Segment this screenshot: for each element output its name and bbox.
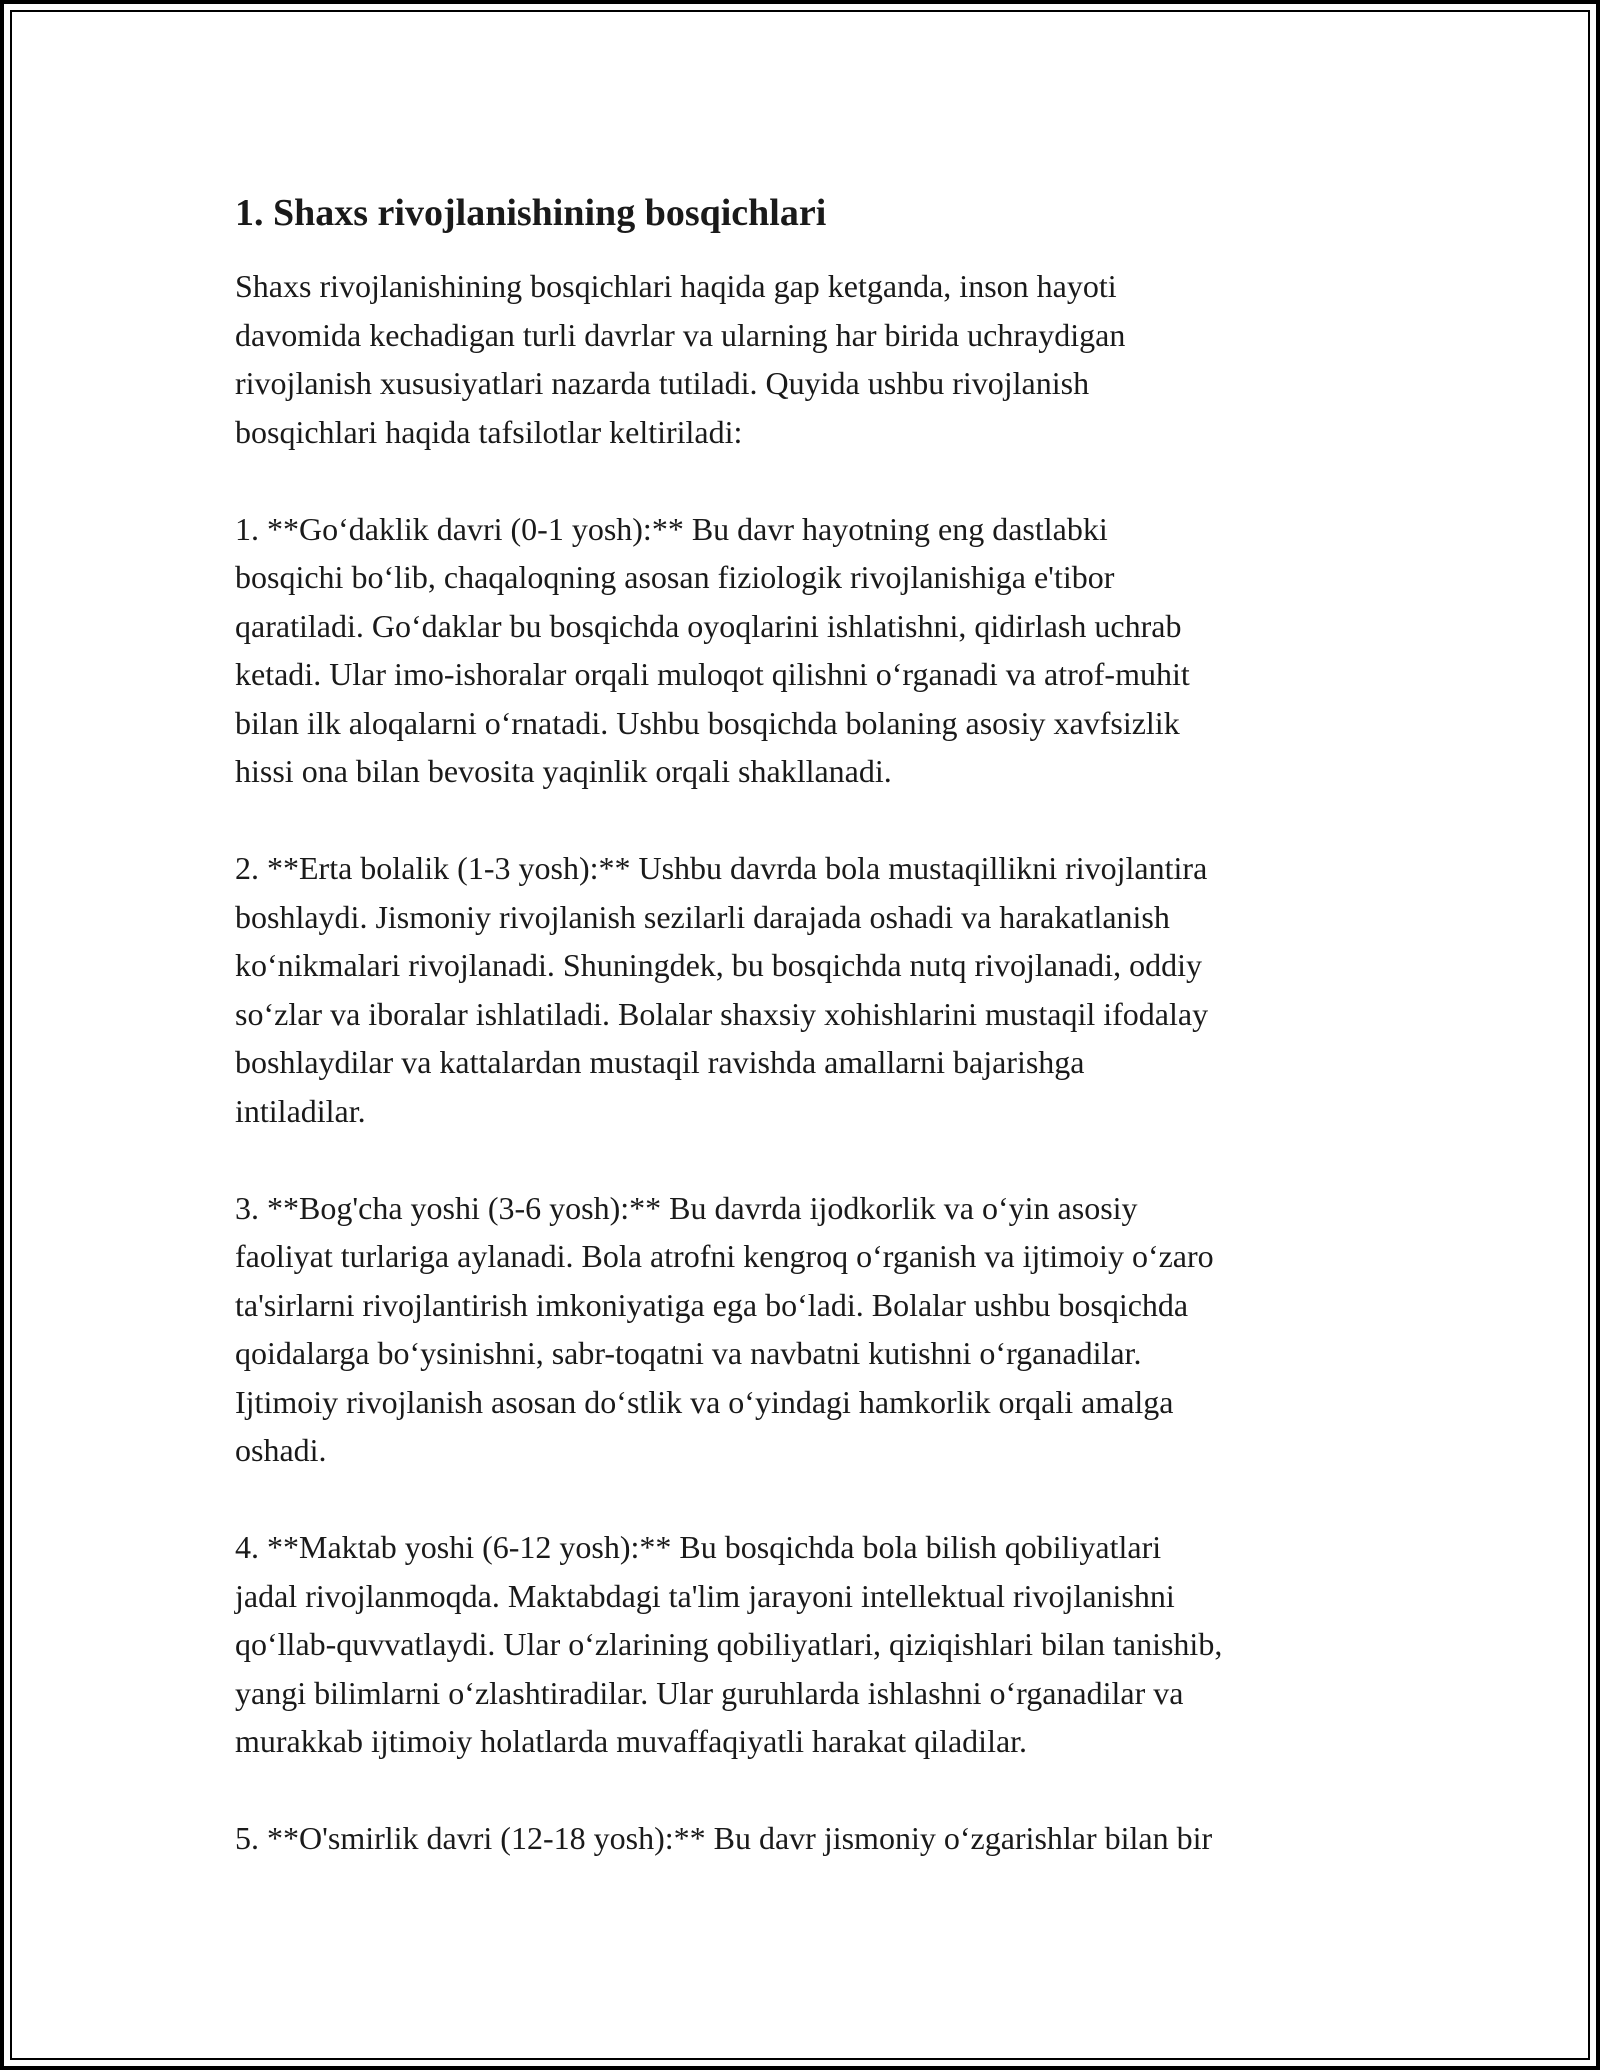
text-line: ko‘nikmalari rivojlanadi. Shuningdek, bu bosqichda nutq rivojlanadi, oddiy [235,947,1202,983]
text-line: faoliyat turlariga aylanadi. Bola atrofni kengroq o‘rganish va ijtimoiy o‘zaro [235,1238,1214,1274]
text-line: so‘zlar va iboralar ishlatiladi. Bolalar shaxsiy xohishlarini mustaqil ifodalay [235,995,1209,1032]
text-line: hissi ona bilan bevosita yaqinlik orqali shakllanadi. [235,753,892,789]
text-line: boshlaydi. Jismoniy rivojlanish sezilarli darajada oshadi va harakatlanish [235,898,1170,935]
paragraph-school-age [235,1523,1375,1766]
paragraph-infancy [235,505,1375,796]
text-line: Shaxs rivojlanishining bosqichlari haqida gap ketganda, inson hayoti [235,268,1117,304]
text-line: intiladilar. [235,1092,366,1129]
text-line: 4. **Maktab yoshi (6-12 yosh):** Bu bosqichda bola bilish qobiliyatlari [235,1529,1162,1565]
paragraph-early-childhood [235,844,1375,1135]
text-line: 1. **Go‘daklik davri (0-1 yosh):** Bu davr hayotning eng dastlabki [235,510,1108,547]
text-line: rivojlanish xususiyatlari nazarda tutiladi. Quyida ushbu rivojlanish [235,365,1090,401]
text-line: bosqichi bo‘lib, chaqaloqning asosan fiziologik rivojlanishiga e'tibor [235,559,1115,595]
text-line: qaratiladi. Go‘daklar bu bosqichda oyoqlarini ishlatishni, qidirlash uchrab [235,607,1182,644]
text-line: ta'sirlarni rivojlantirish imkoniyatiga ega bo‘ladi. Bolalar ushbu bosqichda [235,1286,1189,1323]
text-line: Ijtimoiy rivojlanish asosan do‘stlik va o‘yindagi hamkorlik orqali amalga [235,1383,1174,1420]
text-line: oshadi. [235,1432,327,1468]
text-line: qo‘llab-quvvatlaydi. Ular o‘zlarining qobiliyatlari, qiziqishlari bilan tanishib, [235,1626,1223,1662]
text-line: bilan ilk aloqalarni o‘rnatadi. Ushbu bosqichda bolaning asosiy xavfsizlik [235,704,1180,741]
text-line: qoidalarga bo‘ysinishni, sabr-toqatni va navbatni kutishni o‘rganadilar. [235,1335,1142,1371]
document-title: 1. Shaxs rivojlanishining bosqichlari [235,192,827,234]
text-line: 3. **Bog'cha yoshi (3-6 yosh):** Bu davrda ijodkorlik va o‘yin asosiy [235,1189,1138,1226]
text-line: boshlaydilar va kattalardan mustaqil ravishda amallarni bajarishga [235,1044,1085,1080]
text-line: yangi bilimlarni o‘zlashtiradilar. Ular guruhlarda ishlashni o‘rganadilar va [235,1674,1184,1711]
paragraph-preschool [235,1184,1375,1475]
document-page [235,186,1375,1911]
paragraph-intro [235,262,1375,456]
text-line: jadal rivojlanmoqda. Maktabdagi ta'lim jarayoni intellektual rivojlanishni [235,1577,1175,1614]
paragraph-adolescence [235,1814,1375,1863]
text-line: 2. **Erta bolalik (1-3 yosh):** Ushbu davrda bola mustaqillikni rivojlantira [235,850,1208,886]
text-line: 5. **O'smirlik davri (12-18 yosh):** Bu davr jismoniy o‘zgarishlar bilan bir [235,1820,1213,1856]
text-line: murakkab ijtimoiy holatlarda muvaffaqiyatli harakat qiladilar. [235,1723,1028,1759]
text-line: bosqichlari haqida tafsilotlar keltiriladi: [235,413,743,450]
text-line: ketadi. Ular imo-ishoralar orqali muloqot qilishni o‘rganadi va atrof-muhit [235,656,1190,692]
text-line: davomida kechadigan turli davrlar va ularning har birida uchraydigan [235,316,1126,353]
